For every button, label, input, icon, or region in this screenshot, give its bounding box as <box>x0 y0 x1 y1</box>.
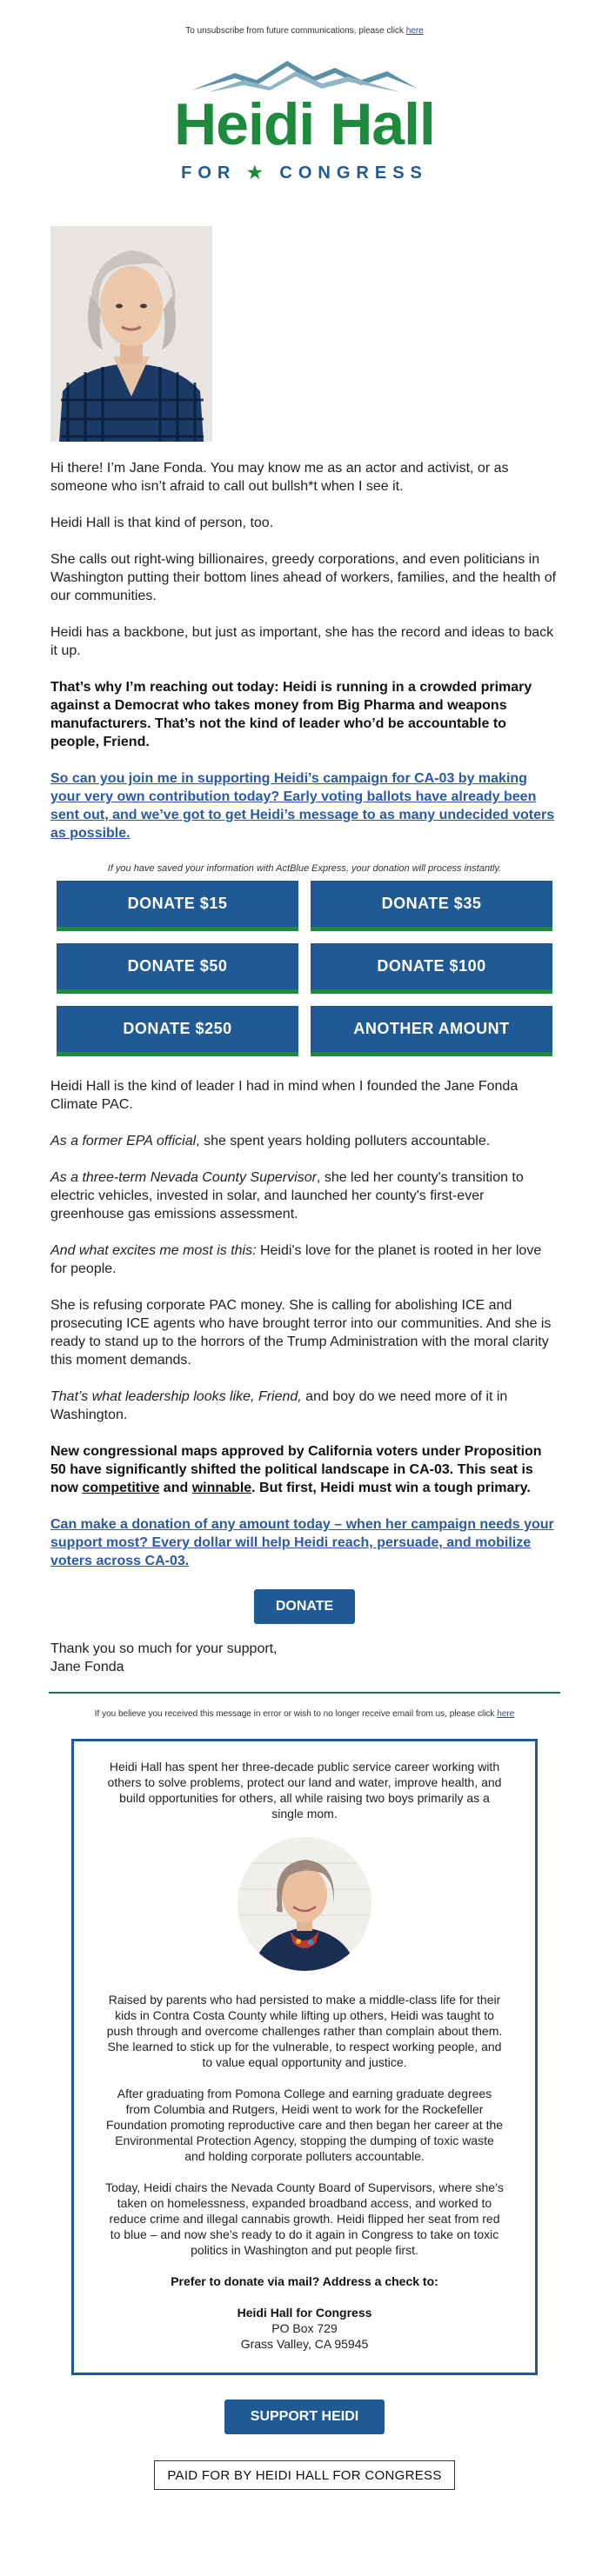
actblue-note: If you have saved your information with ActBlue Express, your donation will process instantly. <box>107 863 502 874</box>
donate-other-amount-button[interactable]: ANOTHER AMOUNT <box>311 1006 552 1056</box>
unsubscribe-text: To unsubscribe from future communications, please click <box>185 26 406 36</box>
portrait-illustration <box>50 226 212 442</box>
signoff-name: Jane Fonda <box>50 1660 124 1674</box>
italic-phrase: As a three-term Nevada County Supervisor <box>50 1170 317 1185</box>
paid-for-disclaimer: PAID FOR BY HEIDI HALL FOR CONGRESS <box>154 2460 455 2490</box>
logo-subtitle <box>174 162 435 183</box>
letter-paragraph: She calls out right-wing billionaires, greedy corporations, and even politicians in Washington putting their bottom lines ahead of workers, families, and the health of our communities. <box>50 552 557 603</box>
address-city: Grass Valley, CA 95945 <box>240 2337 369 2351</box>
unsubscribe-link[interactable]: here <box>405 26 424 36</box>
paragraph-text: and <box>159 1481 192 1495</box>
donate-button[interactable]: DONATE <box>254 1589 355 1624</box>
letter-intro: Hi there! I’m Jane Fonda. You may know me as an actor and activist, or as someone who isn’t afraid to call out bullsh*t when I see it. <box>50 461 509 494</box>
donate-button-grid <box>57 881 552 1056</box>
footer-unsubscribe-link[interactable]: here <box>497 1709 515 1719</box>
mail-donation-heading: Prefer to donate via mail? Address a check to: <box>171 2274 438 2288</box>
footer-unsubscribe-text: If you believe you received this message in error or wish to no longer receive email from us, please click <box>94 1709 498 1719</box>
donate-any-amount-link[interactable]: Can make a donation of any amount today – when her campaign needs your support most? Every dollar will help Heidi reach, persuade, and mobilize voters across CA-03. <box>50 1517 554 1568</box>
signoff-line: Thank you so much for your support, <box>50 1641 278 1656</box>
support-heidi-button[interactable]: SUPPORT HEIDI <box>224 2400 385 2434</box>
letter-bold-paragraph <box>50 1442 559 1497</box>
bio-paragraph: After graduating from Pomona College and earning graduate degrees from Columbia and Rutgers, Heidi went to work for the Rockefeller Foundation promoting reproductive care and then began her career at the Environmental Protection Agency, stopping the dumping of toxic waste and holding corporate polluters accountable. <box>105 2087 504 2163</box>
donate-35-button[interactable]: DONATE $35 <box>311 881 552 931</box>
letter-paragraph <box>50 1241 559 1278</box>
letter-paragraph <box>50 1388 559 1424</box>
paragraph-text: New congressional maps approved by California voters under Proposition 50 have significantly shifted the political landscape in CA-03. This seat is now <box>50 1444 542 1495</box>
italic-phrase: As a former EPA official <box>50 1134 197 1148</box>
bio-paragraph: Today, Heidi chairs the Nevada County Board of Supervisors, where she’s taken on homelessness, expanded broadband access, and worked to reduce crime and illegal cannabis growth. Heidi flipped her seat from red to blue – and now she’s ready to do it again in Congress to take on toxic politics in Washington and put people first. <box>105 2180 504 2257</box>
donate-15-button[interactable]: DONATE $15 <box>57 881 298 931</box>
logo-for: FOR <box>181 163 237 183</box>
heidi-hall-photo <box>238 1837 371 1971</box>
bio-paragraph: Raised by parents who had persisted to make a middle-class life for their kids in Contra Costa County while lifting up others, Heidi was taught to push through and overcome challenges rather than complain about them. She learned to stick up for the vulnerable, to respect working people, and to value equal opportunity and justice. <box>106 1993 503 2069</box>
letter-body <box>0 459 609 842</box>
campaign-logo <box>174 54 435 193</box>
paragraph-text: Heidi's love for the planet is rooted in her love for people. <box>50 1243 542 1276</box>
letter-paragraph: Heidi has a backbone, but just as important, she has the record and ideas to back it up. <box>50 625 554 658</box>
address-name: Heidi Hall for Congress <box>237 2306 372 2320</box>
letter-paragraph: Heidi Hall is the kind of leader I had in mind when I founded the Jane Fonda Climate PAC. <box>50 1079 519 1112</box>
address-po-box: PO Box 729 <box>271 2321 338 2335</box>
jane-fonda-photo <box>50 226 212 442</box>
letter-paragraph <box>50 1132 559 1150</box>
letter-paragraph <box>50 1168 559 1223</box>
logo-congress: CONGRESS <box>279 163 428 183</box>
candidate-portrait-illustration <box>238 1837 371 1971</box>
letter-bold-paragraph: That’s why I’m reaching out today: Heidi is running in a crowded primary against a Democrat who takes money from Big Pharma and weapons manufacturers. That’s not the kind of leader who’d be accountable to people, Friend. <box>50 680 532 749</box>
letter-paragraph: She is refusing corporate PAC money. She is calling for abolishing ICE and prosecuting ICE agents who have brought terror into our communities. And she is ready to stand up to the horrors of the Trump Administration with the moral clarity this moment demands. <box>50 1298 552 1368</box>
donate-100-button[interactable]: DONATE $100 <box>311 943 552 994</box>
underlined-word: winnable <box>191 1481 252 1495</box>
contribute-link[interactable]: So can you join me in supporting Heidi’s campaign for CA-03 by making your very own contribution today? Early voting ballots have already been sent out, and we’ve got to get Heidi’s message to as many undecided voters as possible. <box>50 771 555 841</box>
divider <box>49 1692 560 1694</box>
star-icon: ★ <box>246 163 269 183</box>
signoff <box>0 1640 609 1676</box>
italic-phrase: That’s what leadership looks like, Friend, <box>50 1389 302 1404</box>
paragraph-text: and boy do we need more of it in Washington. <box>50 1389 508 1422</box>
letter-paragraph: Heidi Hall is that kind of person, too. <box>50 516 274 530</box>
logo-name: Heidi Hall <box>174 91 435 157</box>
letter-body-continued <box>0 1077 609 1570</box>
unsubscribe-notice <box>0 0 609 43</box>
donate-250-button[interactable]: DONATE $250 <box>57 1006 298 1056</box>
italic-phrase: And what excites me most is this: <box>50 1243 257 1258</box>
candidate-bio-box <box>71 1739 538 2375</box>
underlined-word: competitive <box>82 1481 160 1495</box>
paragraph-text: . But first, Heidi must win a tough primary. <box>251 1481 531 1495</box>
paragraph-text: , she led her county's transition to electric vehicles, invested in solar, and launched her county's first-ever greenhouse gas emissions assessment. <box>50 1170 524 1221</box>
bio-paragraph: Heidi Hall has spent her three-decade public service career working with others to solve problems, protect our land and water, improve health, and build opportunities for others, all while raising two boys primarily as a single mom. <box>107 1760 502 1821</box>
footer-unsubscribe-notice <box>0 1709 609 1727</box>
paragraph-text: , she spent years holding polluters accountable. <box>196 1134 491 1148</box>
donate-50-button[interactable]: DONATE $50 <box>57 943 298 994</box>
